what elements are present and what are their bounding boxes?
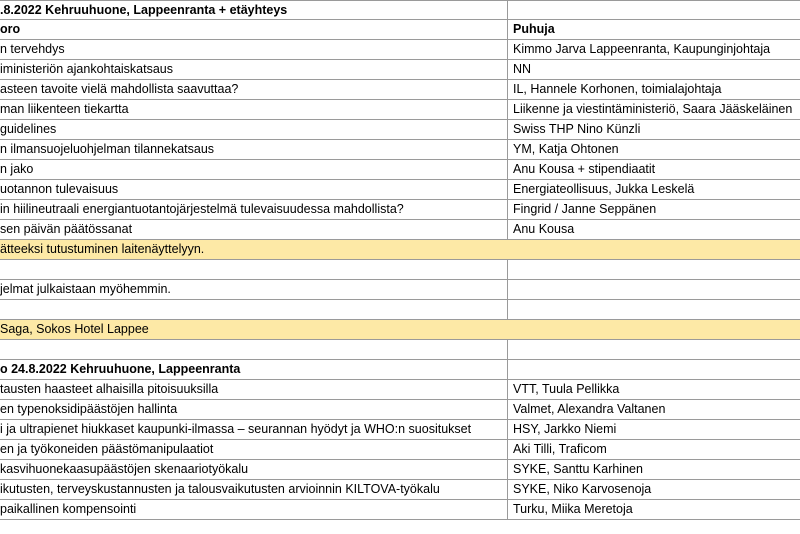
cell-topic[interactable]: en typenoksidipäästöjen hallinta — [0, 400, 508, 419]
cell-topic[interactable]: n tervehdys — [0, 40, 508, 59]
cell-speaker[interactable]: Kimmo Jarva Lappeenranta, Kaupunginjohtaja — [513, 42, 771, 56]
cell-speaker[interactable]: IL, Hannele Korhonen, toimialajohtaja — [513, 82, 722, 96]
cell-topic[interactable]: man liikenteen tiekartta — [0, 100, 508, 119]
cell-speaker[interactable] — [508, 240, 800, 259]
cell-speaker[interactable]: Puhuja — [513, 22, 555, 36]
table-row — [0, 200, 800, 220]
table-row — [0, 460, 800, 480]
cell-topic[interactable]: ätteeksi tutustuminen laitenäyttelyyn. — [0, 242, 205, 256]
cell-speaker[interactable] — [508, 340, 800, 359]
cell-topic[interactable]: asteen tavoite vielä mahdollista saavuttaa? — [0, 80, 508, 99]
table-row — [0, 120, 800, 140]
table-row — [0, 500, 800, 520]
cell-speaker[interactable] — [508, 320, 800, 339]
cell-topic[interactable]: in hiilineutraali energiantuotantojärjestelmä tulevaisuudessa mahdollista? — [0, 200, 508, 219]
cell-speaker[interactable]: Fingrid / Janne Seppänen — [513, 202, 657, 216]
table-row — [0, 300, 800, 320]
table-row — [0, 60, 800, 80]
table-row — [0, 480, 800, 500]
cell-topic[interactable]: jelmat julkaistaan myöhemmin. — [0, 280, 508, 299]
cell-topic[interactable] — [0, 260, 508, 279]
cell-speaker[interactable]: HSY, Jarkko Niemi — [513, 422, 617, 436]
cell-topic[interactable]: i ja ultrapienet hiukkaset kaupunki-ilmassa – seurannan hyödyt ja WHO:n suositukset — [0, 420, 508, 439]
table-row — [0, 40, 800, 60]
table-row — [0, 80, 800, 100]
cell-speaker[interactable]: Anu Kousa — [513, 222, 575, 236]
cell-topic[interactable]: tausten haasteet alhaisilla pitoisuuksilla — [0, 380, 508, 399]
table-row — [0, 100, 800, 120]
cell-speaker[interactable]: Energiateollisuus, Jukka Leskelä — [513, 182, 695, 196]
table-row — [0, 400, 800, 420]
cell-topic[interactable]: oro — [0, 20, 508, 39]
cell-speaker[interactable]: SYKE, Santtu Karhinen — [513, 462, 643, 476]
table-row — [0, 260, 800, 280]
table-row — [0, 160, 800, 180]
table-row — [0, 320, 800, 340]
cell-topic[interactable]: Saga, Sokos Hotel Lappee — [0, 322, 149, 336]
cell-speaker[interactable]: Liikenne ja viestintäministeriö, Saara Jääskeläinen — [513, 102, 793, 116]
cell-topic[interactable]: .8.2022 Kehruuhuone, Lappeenranta + etäyhteys — [0, 1, 508, 19]
table-row — [0, 240, 800, 260]
cell-speaker[interactable]: Aki Tilli, Traficom — [513, 442, 607, 456]
cell-topic[interactable]: kasvihuonekaasupäästöjen skenaariotyökalu — [0, 460, 508, 479]
table-row — [0, 280, 800, 300]
cell-topic[interactable]: ikutusten, terveyskustannusten ja talousvaikutusten arvioinnin KILTOVA-työkalu — [0, 480, 508, 499]
cell-speaker[interactable] — [508, 260, 800, 279]
cell-speaker[interactable]: YM, Katja Ohtonen — [513, 142, 619, 156]
cell-topic[interactable]: uotannon tulevaisuus — [0, 180, 508, 199]
cell-speaker[interactable]: Swiss THP Nino Künzli — [513, 122, 641, 136]
cell-speaker[interactable] — [508, 280, 800, 299]
cell-topic[interactable]: sen päivän päätössanat — [0, 220, 508, 239]
table-row — [0, 380, 800, 400]
cell-speaker[interactable]: Anu Kousa + stipendiaatit — [513, 162, 656, 176]
table-row — [0, 0, 800, 20]
table-row — [0, 180, 800, 200]
cell-speaker[interactable]: VTT, Tuula Pellikka — [513, 382, 620, 396]
cell-topic[interactable] — [0, 340, 508, 359]
cell-speaker[interactable] — [508, 360, 800, 379]
table-row — [0, 440, 800, 460]
table-row — [0, 360, 800, 380]
table-row — [0, 220, 800, 240]
cell-speaker[interactable]: NN — [513, 62, 532, 76]
cell-topic[interactable] — [0, 300, 508, 319]
cell-topic[interactable]: n jako — [0, 160, 508, 179]
table-row — [0, 140, 800, 160]
cell-speaker[interactable]: Turku, Miika Meretoja — [513, 502, 633, 516]
table-row — [0, 420, 800, 440]
table-row — [0, 340, 800, 360]
cell-topic[interactable]: n ilmansuojeluohjelman tilannekatsaus — [0, 140, 508, 159]
cell-topic[interactable]: guidelines — [0, 120, 508, 139]
cell-speaker[interactable] — [508, 300, 800, 319]
table-row — [0, 20, 800, 40]
cell-topic[interactable]: o 24.8.2022 Kehruuhuone, Lappeenranta — [0, 360, 508, 379]
cell-speaker[interactable]: Valmet, Alexandra Valtanen — [513, 402, 666, 416]
cell-speaker[interactable]: SYKE, Niko Karvosenoja — [513, 482, 652, 496]
cell-topic[interactable]: en ja työkoneiden päästömanipulaatiot — [0, 440, 508, 459]
cell-topic[interactable]: paikallinen kompensointi — [0, 500, 508, 519]
cell-speaker[interactable] — [508, 1, 800, 19]
cell-topic[interactable]: iministeriön ajankohtaiskatsaus — [0, 60, 508, 79]
